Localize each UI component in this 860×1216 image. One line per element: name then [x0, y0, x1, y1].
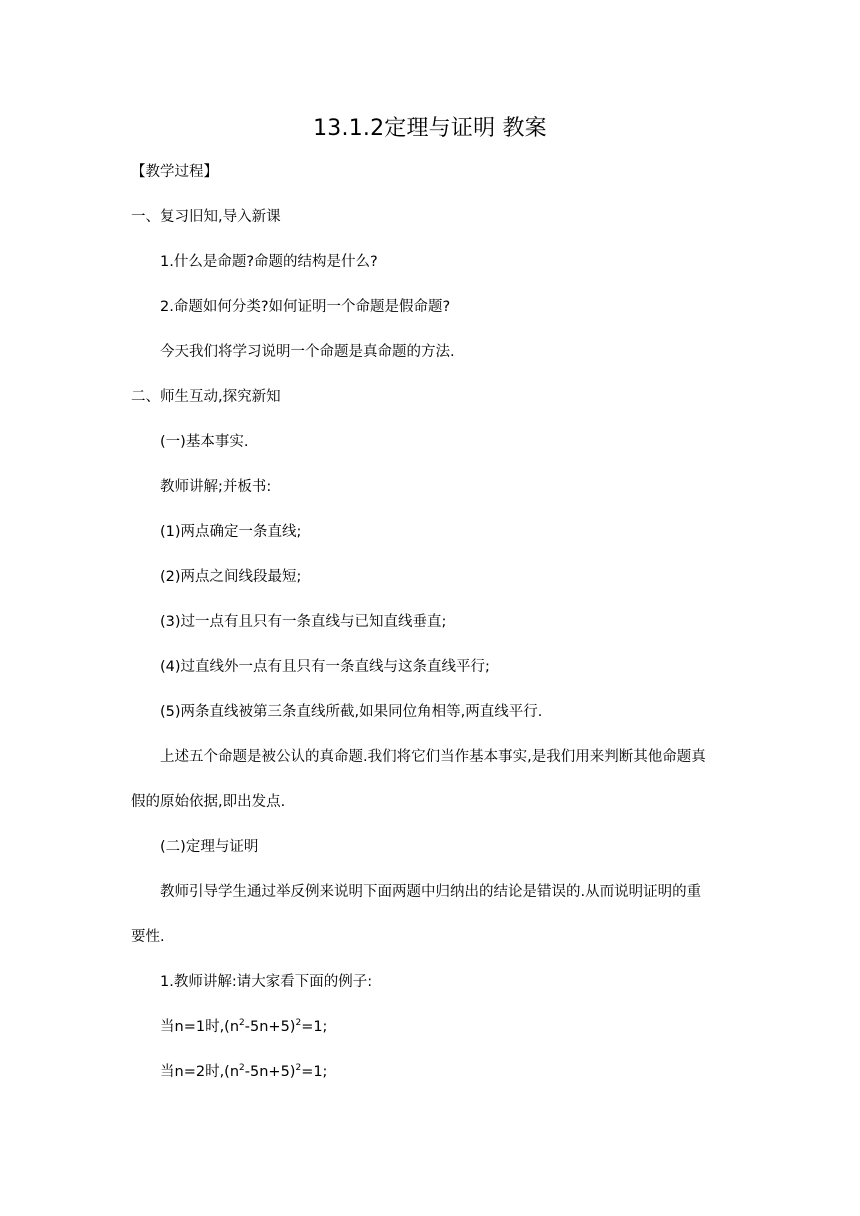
section-header: 【教学过程】 [131, 164, 218, 180]
subsection-basic-facts: (一)基本事实. [160, 434, 249, 450]
fact-item: (1)两点确定一条直线; [160, 524, 302, 540]
equation-suffix: =1; [301, 1019, 328, 1035]
part2-heading: 二、师生互动,探究新知 [131, 389, 281, 405]
example-intro: 1.教师讲解:请大家看下面的例子: [160, 974, 373, 990]
equation-middle: -5n+5) [244, 1064, 296, 1080]
equation-line-1 [160, 1016, 327, 1038]
intro-text: 今天我们将学习说明一个命题是真命题的方法. [160, 344, 455, 360]
teacher-note: 教师讲解;并板书: [160, 479, 272, 495]
review-question-1: 1.什么是命题?命题的结构是什么? [160, 254, 378, 270]
fact-item: (5)两条直线被第三条直线所截,如果同位角相等,两直线平行. [160, 704, 543, 720]
guide-paragraph-line: 教师引导学生通过举反例来说明下面两题中归纳出的结论是错误的.从而说明证明的重 [160, 884, 702, 900]
equation-prefix: 当n=1时,(n [160, 1019, 240, 1035]
document-title: 13.1.2定理与证明 教案 [313, 116, 547, 141]
equation-exponent: 2 [239, 1063, 245, 1073]
equation-exponent: 2 [295, 1018, 302, 1028]
fact-item: (4)过直线外一点有且只有一条直线与这条直线平行; [160, 659, 490, 675]
summary-paragraph-line: 假的原始依据,即出发点. [131, 794, 286, 810]
guide-paragraph-line: 要性. [131, 929, 165, 945]
equation-middle: -5n+5) [244, 1019, 296, 1035]
fact-item: (2)两点之间线段最短; [160, 569, 302, 585]
equation-prefix: 当n=2时,(n [160, 1064, 240, 1080]
equation-line-2 [160, 1061, 327, 1083]
fact-item: (3)过一点有且只有一条直线与已知直线垂直; [160, 614, 447, 630]
part1-heading: 一、复习旧知,导入新课 [131, 209, 281, 225]
equation-suffix: =1; [301, 1064, 328, 1080]
summary-paragraph-line: 上述五个命题是被公认的真命题.我们将它们当作基本事实,是我们用来判断其他命题真 [160, 749, 706, 765]
equation-exponent: 2 [239, 1018, 245, 1028]
equation-exponent: 2 [295, 1063, 302, 1073]
review-question-2: 2.命题如何分类?如何证明一个命题是假命题? [160, 299, 451, 315]
subsection-theorem-proof: (二)定理与证明 [160, 839, 259, 855]
